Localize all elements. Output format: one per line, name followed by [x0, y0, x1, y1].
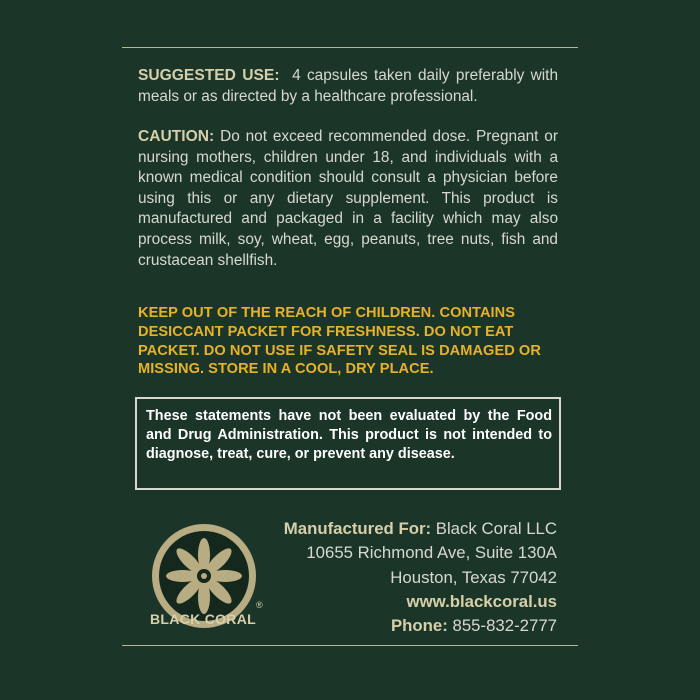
caution-text: Do not exceed recommended dose. Pregnant or nursing mothers, children under 18, and individuals with a known medical condition should consult a physician before using this or any dietary supplement. This product is manufactured and packaged in a facility which may also process milk, soy, wheat, egg, peanuts, tree nuts, fish and crustacean shellfish.: [138, 128, 558, 269]
fda-disclaimer-box: [135, 397, 561, 490]
suggested-use-text: 4 capsules taken daily preferably with meals or as directed by a healthcare professional.: [138, 67, 559, 105]
manufacturer-line: [284, 517, 557, 541]
phone-label: Phone:: [390, 616, 448, 636]
suggested-use-label: SUGGESTED USE:: [138, 67, 280, 84]
caution-paragraph: [138, 127, 558, 271]
website-link[interactable]: www.blackcoral.us: [406, 591, 557, 611]
suggested-use-paragraph: [138, 66, 558, 107]
bottom-divider: [122, 645, 578, 646]
storage-warning: KEEP OUT OF THE REACH OF CHILDREN. CONTAINS DESICCANT PACKET FOR FRESHNESS. DO NOT EAT PACKET. DO NOT USE IF SAFETY SEAL IS DAMAGED OR MISSING. STORE IN A COOL, DRY PLACE.: [138, 305, 541, 378]
brand-wordmark: BLACK CORAL: [150, 611, 256, 627]
registered-mark: ®: [256, 600, 263, 610]
company-name: Black Coral LLC: [435, 519, 557, 538]
address-line-2: Houston, Texas 77042: [390, 567, 557, 587]
address-line-1: 10655 Richmond Ave, Suite 130A: [306, 543, 557, 563]
fda-disclaimer-text: These statements have not been evaluated by the Food and Drug Administration. This product is not intended to diagnose, treat, cure, or prevent any disease.: [146, 408, 552, 463]
phone-number[interactable]: 855-832-2777: [452, 616, 557, 636]
phone-line: [284, 614, 557, 638]
top-divider: [122, 47, 578, 48]
manufacturer-info: [284, 517, 557, 638]
manufactured-for-label: Manufactured For:: [283, 519, 432, 538]
caution-label: CAUTION:: [138, 128, 215, 145]
